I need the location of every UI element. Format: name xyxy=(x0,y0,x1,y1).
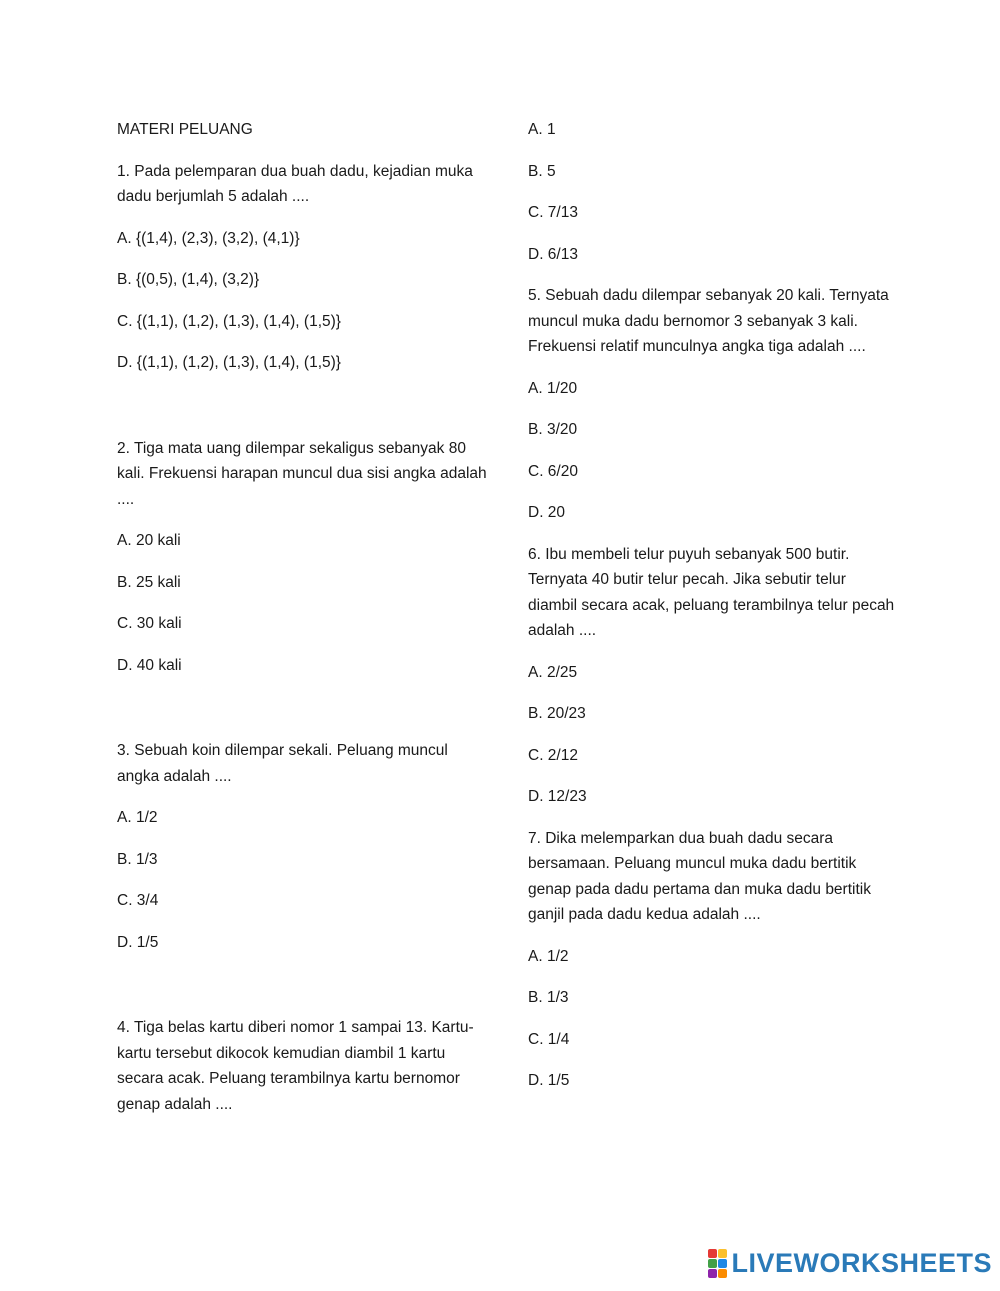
question-2 xyxy=(117,436,487,679)
option-b: B. {(0,5), (1,4), (3,2)} xyxy=(117,271,260,288)
logo-tile xyxy=(708,1249,717,1258)
option-c: C. 2/12 xyxy=(528,746,578,764)
question-5 xyxy=(528,283,898,526)
left-column xyxy=(117,117,487,1133)
question-text: 2. Tiga mata uang dilempar sekaligus sebanyak 80 kali. Frekuensi harapan muncul dua sisi angka adalah .... xyxy=(117,439,487,508)
option-c: C. 6/20 xyxy=(528,462,578,480)
logo-tile xyxy=(708,1259,717,1268)
logo-tile xyxy=(718,1259,727,1268)
option-a: A. 1/20 xyxy=(528,379,578,397)
question-text: 1. Pada pelemparan dua buah dadu, kejadian muka dadu berjumlah 5 adalah .... xyxy=(117,162,473,205)
option-a: A. {(1,4), (2,3), (3,2), (4,1)} xyxy=(117,229,300,247)
question-4 xyxy=(117,1015,487,1117)
question-4-options xyxy=(528,117,898,267)
option-b: B. 20/23 xyxy=(528,705,586,722)
option-d: D. 40 kali xyxy=(117,656,182,674)
question-text: 5. Sebuah dadu dilempar sebanyak 20 kali. Ternyata muncul muka dadu bernomor 3 sebanyak 3 kali. Frekuensi relatif munculnya angka tiga adalah .... xyxy=(528,287,889,355)
question-text: 7. Dika melemparkan dua buah dadu secara bersamaan. Peluang muncul muka dadu bertitik genap pada dadu pertama dan muka dadu bertitik ganjil pada dadu kedua adalah .... xyxy=(528,829,871,923)
option-d: D. 1/5 xyxy=(528,1072,570,1089)
option-c: C. {(1,1), (1,2), (1,3), (1,4), (1,5)} xyxy=(117,312,341,330)
question-7 xyxy=(528,826,898,1094)
liveworksheets-logo-icon xyxy=(708,1249,727,1278)
option-a: A. 20 kali xyxy=(117,532,181,549)
option-b: B. 25 kali xyxy=(117,573,181,591)
question-text: 3. Sebuah koin dilempar sekali. Peluang muncul angka adalah .... xyxy=(117,742,448,785)
option-c: C. 1/4 xyxy=(528,1030,570,1048)
option-b: B. 5 xyxy=(528,162,556,180)
logo-text: LIVEWORKSHEETS xyxy=(731,1248,992,1278)
option-d: D. 1/5 xyxy=(117,933,159,951)
option-a: A. 1/2 xyxy=(117,809,158,826)
option-d: D. {(1,1), (1,2), (1,3), (1,4), (1,5)} xyxy=(117,354,341,371)
spacer xyxy=(117,971,487,1015)
spacer xyxy=(117,392,487,436)
right-column xyxy=(528,117,898,1110)
option-d: D. 12/23 xyxy=(528,788,587,805)
option-c: C. 3/4 xyxy=(117,892,159,909)
liveworksheets-logo xyxy=(708,1248,992,1279)
option-b: B. 3/20 xyxy=(528,421,578,438)
question-text: 6. Ibu membeli telur puyuh sebanyak 500 butir. Ternyata 40 butir telur pecah. Jika sebutir telur diambil secara acak, peluang terambilnya telur pecah adalah .... xyxy=(528,545,895,639)
question-3 xyxy=(117,738,487,955)
option-a: A. 1 xyxy=(528,121,556,138)
question-text: 4. Tiga belas kartu diberi nomor 1 sampai 13. Kartu-kartu tersebut dikocok kemudian diambil 1 kartu secara acak. Peluang terambilnya kartu bernomor genap adalah .... xyxy=(117,1019,474,1113)
logo-tile xyxy=(718,1249,727,1258)
logo-tile xyxy=(708,1269,717,1278)
page-title: MATERI PELUANG xyxy=(117,121,253,138)
option-d: D. 20 xyxy=(528,504,566,521)
option-c: C. 30 kali xyxy=(117,615,182,632)
option-b: B. 1/3 xyxy=(528,989,569,1006)
option-c: C. 7/13 xyxy=(528,204,578,221)
option-a: A. 2/25 xyxy=(528,663,578,681)
logo-tile xyxy=(718,1269,727,1278)
question-1 xyxy=(117,159,487,376)
option-b: B. 1/3 xyxy=(117,850,158,868)
option-d: D. 6/13 xyxy=(528,245,578,263)
option-a: A. 1/2 xyxy=(528,947,569,965)
spacer xyxy=(117,694,487,738)
question-6 xyxy=(528,542,898,810)
